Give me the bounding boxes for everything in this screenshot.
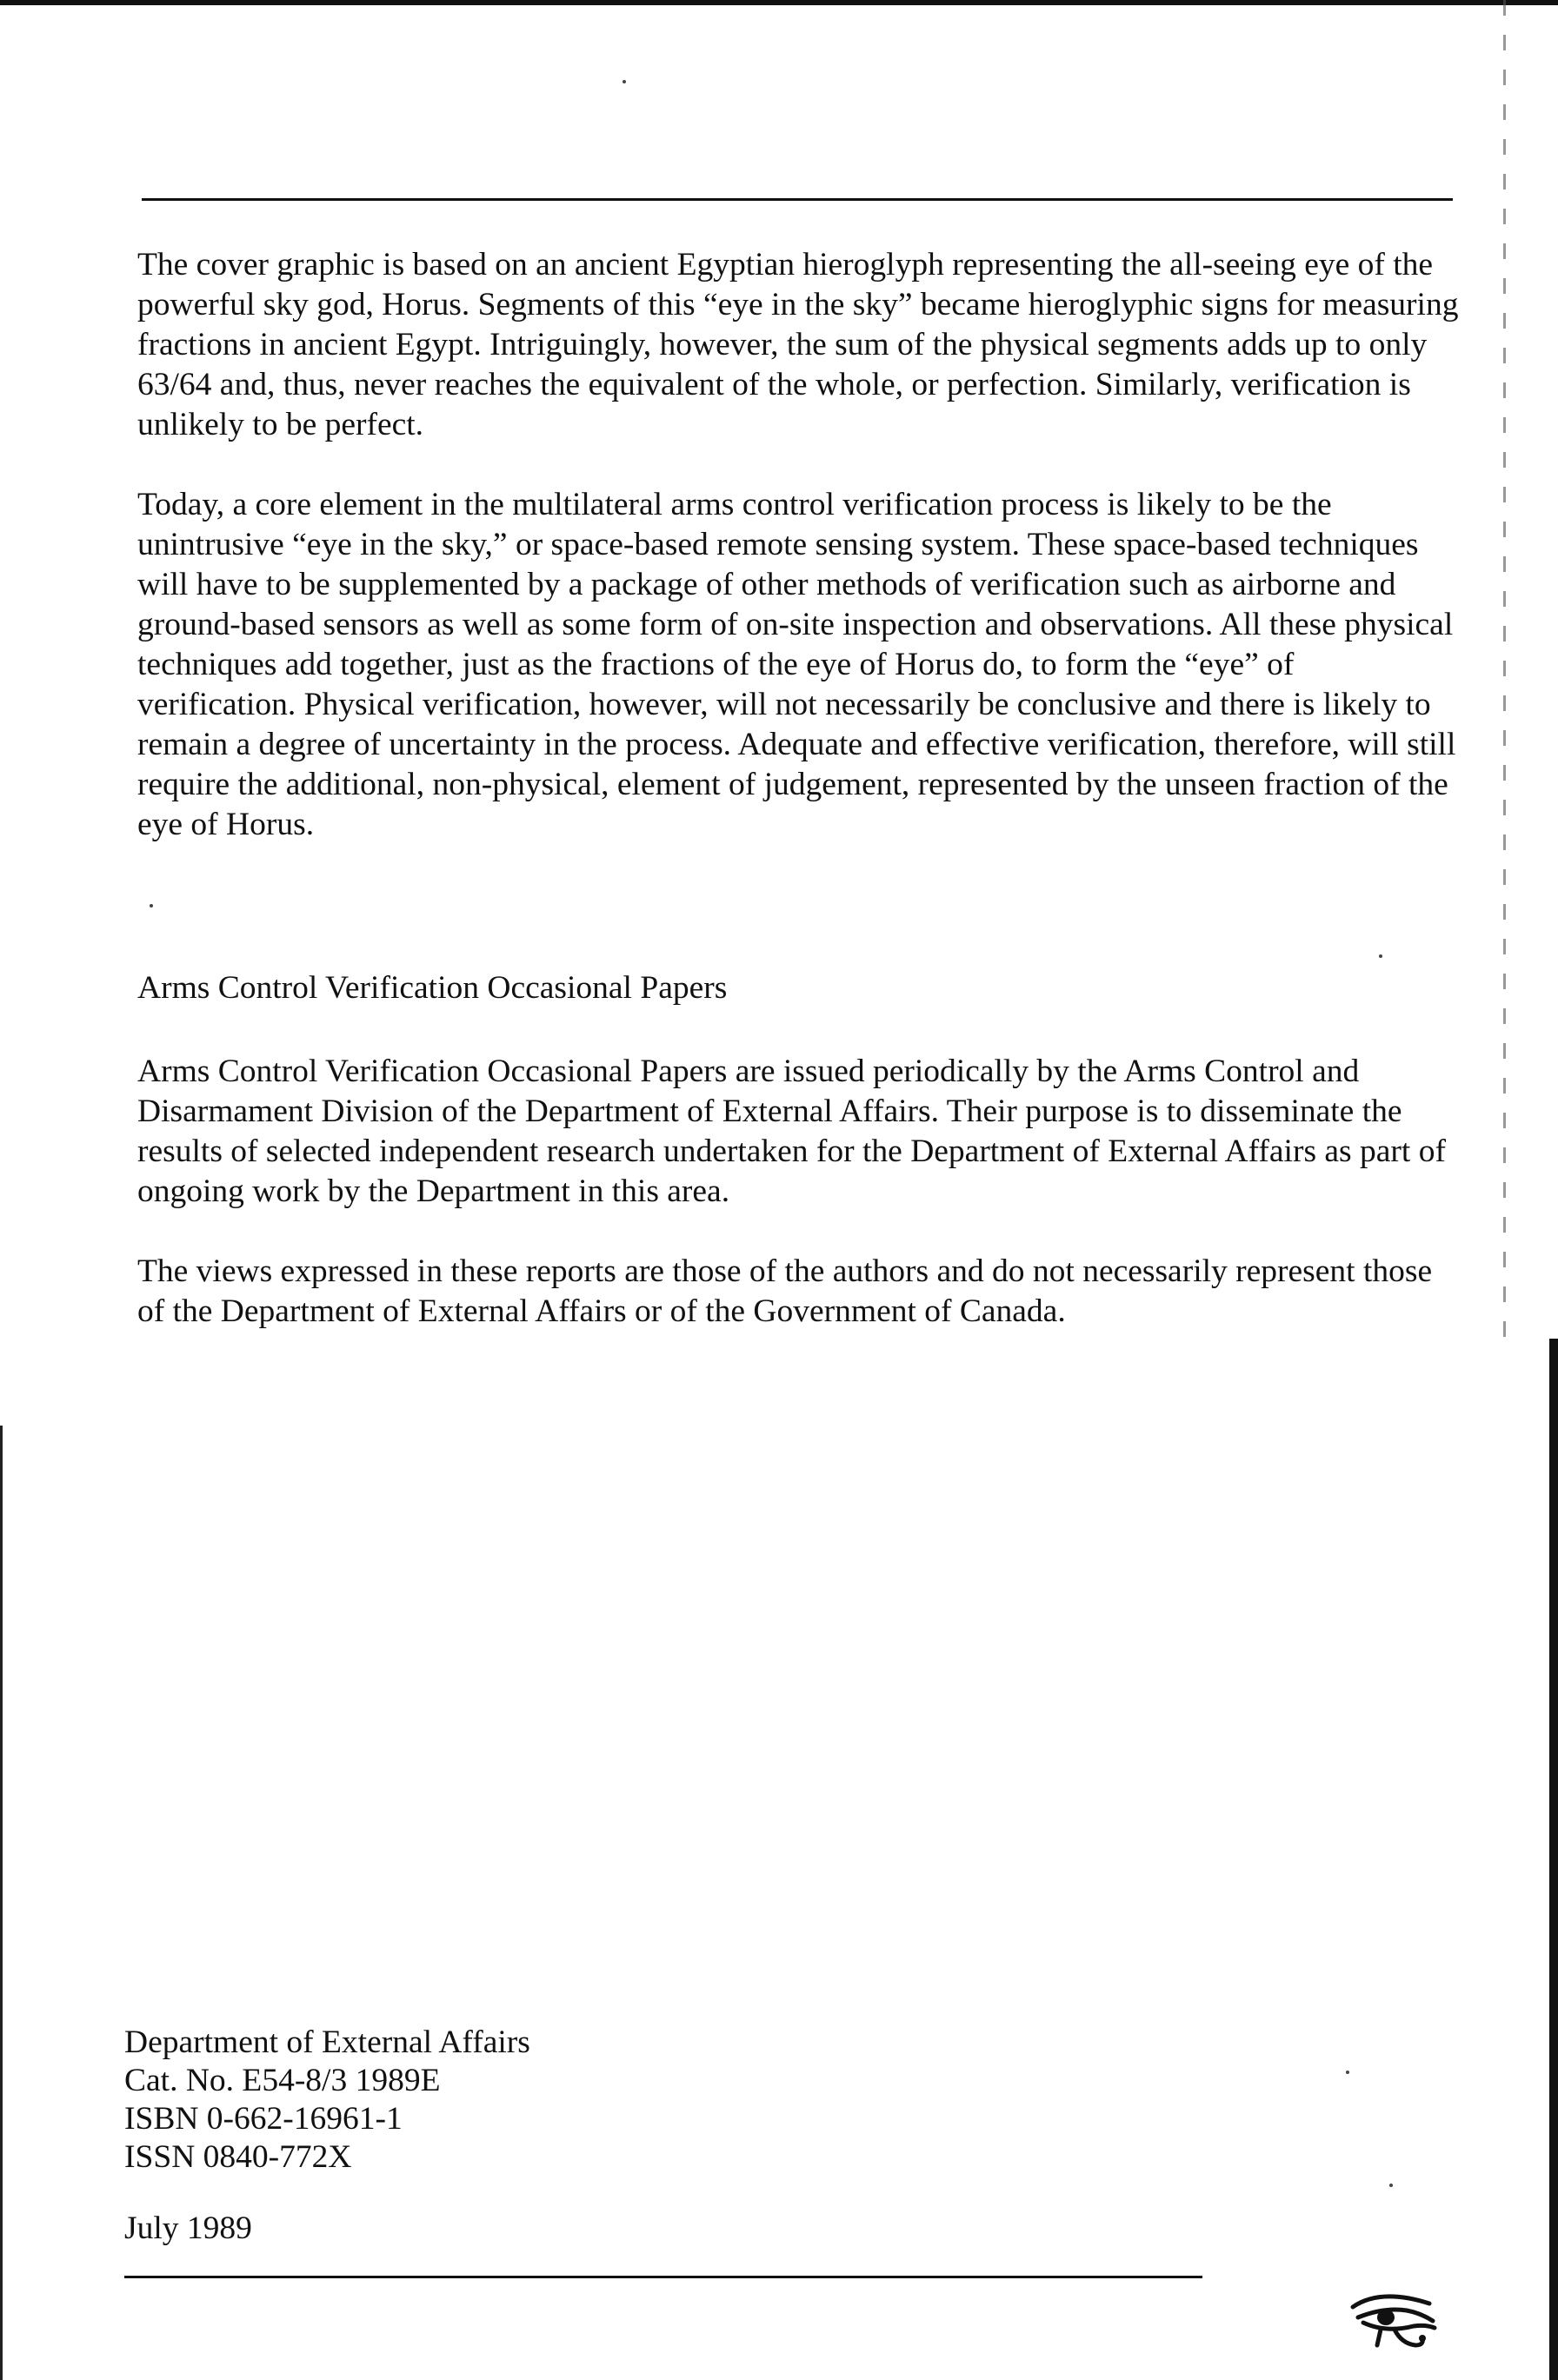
imprint-catalogue-number: Cat. No. E54-8/3 1989E xyxy=(124,2063,441,2098)
scan-speck xyxy=(1389,2184,1393,2187)
eye-of-horus-icon xyxy=(1346,2284,1441,2350)
scan-edge-left xyxy=(0,1426,3,2380)
imprint-isbn: ISBN 0-662-16961-1 xyxy=(124,2101,403,2137)
verification-paragraph: Today, a core element in the multilateral arms control verification process is likely to be the unintrusive “eye in the sky,” or space-based remote sensing system. These space-based techniques will have to be supplemented by a package of other methods of verification such as airborne and ground-based sensors as well as some form of on-site inspection and observations. All these physical techniques add together, just as the fractions of the eye of Horus do, to form the “eye” of verification. Physical verification, however, will not necessarily be conclusive and there is likely to remain a degree of uncertainty in the process. Adequate and effective verification, therefore, will still require the additional, non-physical, element of judgement, represented by the unseen fraction of the eye of Horus. xyxy=(137,487,1456,842)
cover-graphic-paragraph: The cover graphic is based on an ancient Egyptian hieroglyph representing the all-seeing eye of the powerful sky god, Horus. Segments of this “eye in the sky” became hieroglyphic signs for measuring fractions in ancient Egypt. Intriguingly, however, the sum of the physical segments adds up to only 63/64 and, thus, never reaches the equivalent of the whole, or perfection. Similarly, verification is unlikely to be perfect. xyxy=(137,247,1459,442)
top-rule xyxy=(142,198,1453,201)
scan-speck xyxy=(623,80,626,83)
scan-speck xyxy=(1346,2071,1349,2074)
disclaimer-paragraph: The views expressed in these reports are those of the authors and do not necessarily represent those of the Department of External Affairs or of the Government of Canada. xyxy=(137,1253,1433,1329)
scan-edge-top xyxy=(0,0,1558,5)
series-description-paragraph: Arms Control Verification Occasional Papers are issued periodically by the Arms Control and Disarmament Division of the Department of External Affairs. Their purpose is to disseminate the results of selected independent research undertaken for the Department of External Affairs as part of ongoing work by the Department in this area. xyxy=(137,1054,1446,1209)
imprint-department: Department of External Affairs xyxy=(124,2024,530,2060)
scan-speck xyxy=(150,904,153,907)
series-heading: Arms Control Verification Occasional Papers xyxy=(137,970,728,1006)
publication-date: July 1989 xyxy=(124,2210,252,2246)
bottom-rule xyxy=(124,2276,1202,2278)
imprint-block xyxy=(124,2024,530,2177)
scan-edge-right-line xyxy=(1503,0,1506,1356)
imprint-issn: ISSN 0840-772X xyxy=(124,2139,352,2175)
scan-edge-right xyxy=(1549,1339,1558,2380)
scan-speck xyxy=(1379,954,1382,958)
